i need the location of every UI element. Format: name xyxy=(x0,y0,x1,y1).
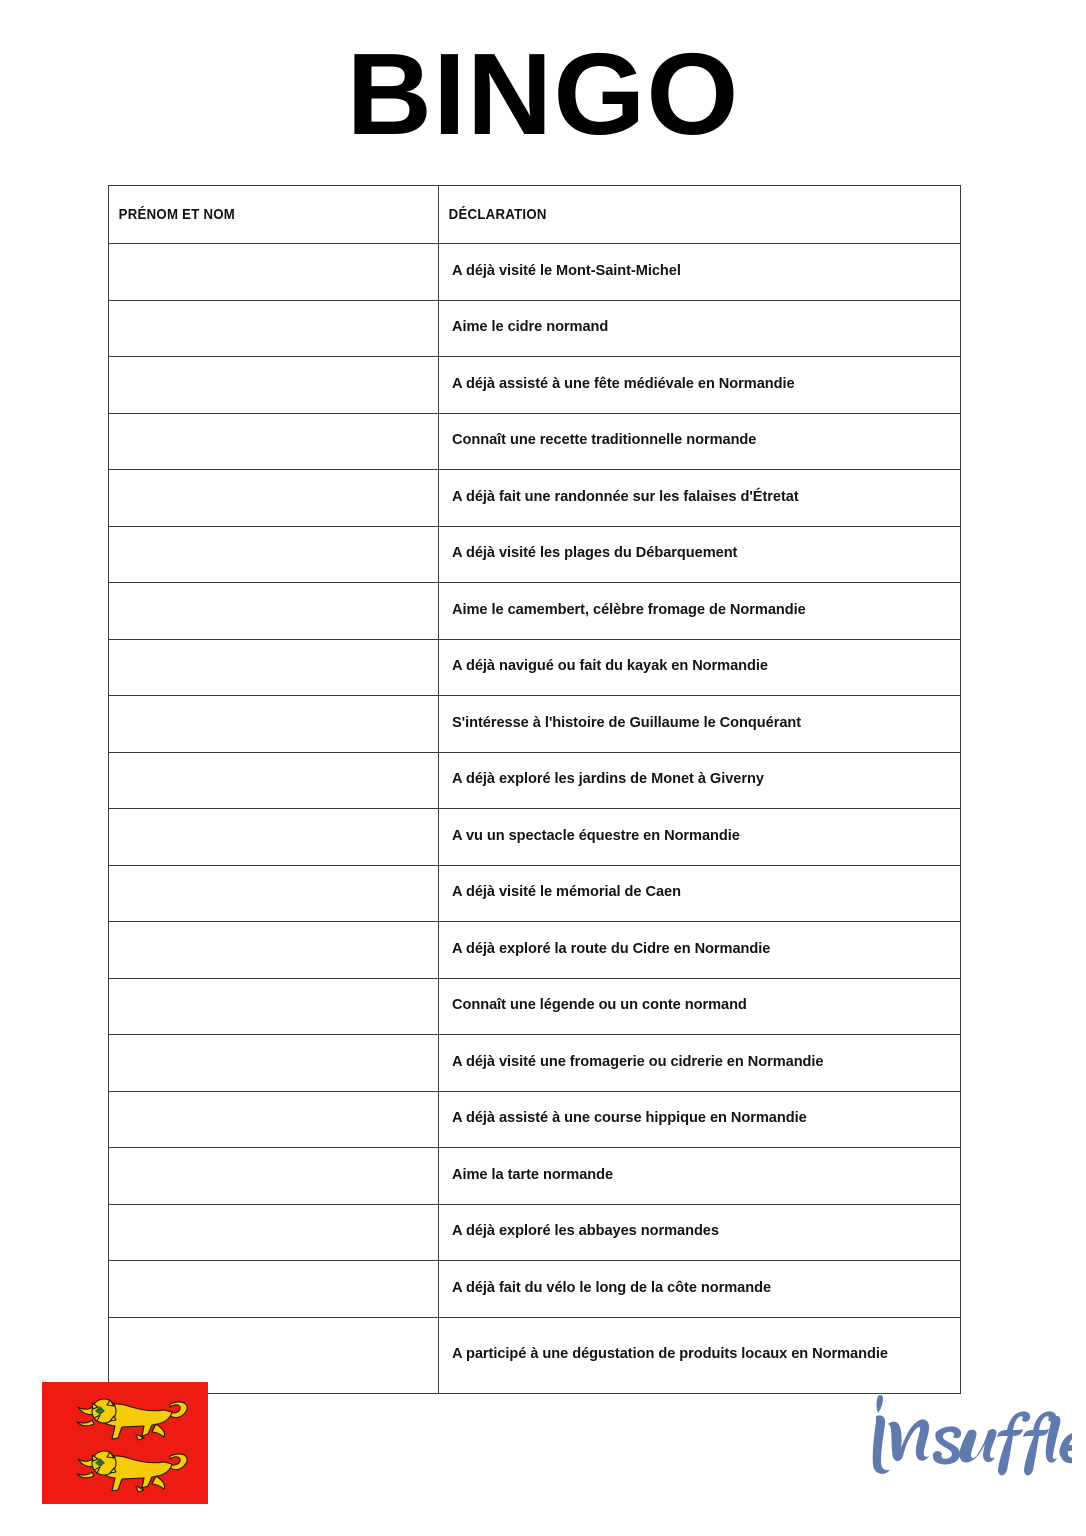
name-entry-cell[interactable] xyxy=(109,1204,439,1261)
declaration-text: Connaît une légende ou un conte normand xyxy=(452,997,747,1014)
table-row xyxy=(109,300,961,357)
declaration-text: Aime le cidre normand xyxy=(452,319,609,336)
column-header-declaration-label: DÉCLARATION xyxy=(448,206,547,223)
declaration-text: A déjà fait une randonnée sur les falaises d'Étretat xyxy=(452,488,799,505)
table-row xyxy=(109,526,961,583)
declaration-cell xyxy=(439,752,961,809)
declaration-cell xyxy=(439,526,961,583)
table-row xyxy=(109,1261,961,1318)
table-row xyxy=(109,1317,961,1393)
name-entry-cell[interactable] xyxy=(109,470,439,527)
name-entry-cell[interactable] xyxy=(109,809,439,866)
name-entry-cell[interactable] xyxy=(109,865,439,922)
declaration-text: A vu un spectacle équestre en Normandie xyxy=(452,827,740,844)
declaration-cell xyxy=(439,1091,961,1148)
declaration-cell xyxy=(439,413,961,470)
table-row xyxy=(109,1035,961,1092)
name-entry-cell[interactable] xyxy=(109,1035,439,1092)
name-entry-cell[interactable] xyxy=(109,1148,439,1205)
declaration-text: A déjà visité une fromagerie ou cidrerie en Normandie xyxy=(452,1053,824,1070)
table-row xyxy=(109,413,961,470)
table-row xyxy=(109,639,961,696)
declaration-cell xyxy=(439,1204,961,1261)
declaration-cell xyxy=(439,696,961,753)
name-entry-cell[interactable] xyxy=(109,1261,439,1318)
table-row xyxy=(109,357,961,414)
table-row xyxy=(109,809,961,866)
declaration-cell xyxy=(439,809,961,866)
table-row xyxy=(109,470,961,527)
declaration-cell xyxy=(439,1148,961,1205)
table-row xyxy=(109,1204,961,1261)
table-row xyxy=(109,865,961,922)
name-entry-cell[interactable] xyxy=(109,696,439,753)
declaration-cell xyxy=(439,922,961,979)
declaration-text: A déjà assisté à une fête médiévale en Normandie xyxy=(452,375,795,392)
declaration-cell xyxy=(439,865,961,922)
name-entry-cell[interactable] xyxy=(109,413,439,470)
insuffle-wordmark-icon xyxy=(862,1392,1072,1478)
declaration-cell xyxy=(439,583,961,640)
page-title: BINGO xyxy=(346,29,740,159)
table-row xyxy=(109,978,961,1035)
name-entry-cell[interactable] xyxy=(109,1091,439,1148)
column-header-name xyxy=(109,186,439,244)
declaration-text: A déjà visité le mémorial de Caen xyxy=(452,884,681,901)
name-entry-cell[interactable] xyxy=(109,300,439,357)
declaration-text: A participé à une dégustation de produits locaux en Normandie xyxy=(452,1346,888,1363)
declaration-text: A déjà assisté à une course hippique en Normandie xyxy=(452,1110,807,1127)
name-entry-cell[interactable] xyxy=(109,978,439,1035)
normandy-flag-icon xyxy=(42,1382,208,1504)
declaration-text: A déjà visité le Mont-Saint-Michel xyxy=(452,262,681,279)
declaration-text: S'intéresse à l'histoire de Guillaume le Conquérant xyxy=(452,714,802,731)
declaration-text: A déjà navigué ou fait du kayak en Normandie xyxy=(452,658,768,675)
name-entry-cell[interactable] xyxy=(109,357,439,414)
column-header-declaration xyxy=(439,186,961,244)
table-row xyxy=(109,244,961,301)
declaration-text: Aime le camembert, célèbre fromage de Normandie xyxy=(452,601,806,618)
name-entry-cell[interactable] xyxy=(109,244,439,301)
declaration-cell xyxy=(439,1035,961,1092)
name-entry-cell[interactable] xyxy=(109,639,439,696)
declaration-cell xyxy=(439,244,961,301)
declaration-cell xyxy=(439,1261,961,1318)
declaration-cell xyxy=(439,357,961,414)
table-header-row xyxy=(109,186,961,244)
declaration-cell xyxy=(439,300,961,357)
name-entry-cell[interactable] xyxy=(109,922,439,979)
declaration-text: A déjà exploré la route du Cidre en Normandie xyxy=(452,940,771,957)
table-row xyxy=(109,583,961,640)
declaration-text: A déjà exploré les jardins de Monet à Giverny xyxy=(452,771,764,788)
table-row xyxy=(109,1091,961,1148)
name-entry-cell[interactable] xyxy=(109,583,439,640)
declaration-cell xyxy=(439,639,961,696)
table-row xyxy=(109,696,961,753)
table-row xyxy=(109,1148,961,1205)
declaration-text: A déjà visité les plages du Débarquement xyxy=(452,545,738,562)
bingo-table xyxy=(108,185,961,1394)
declaration-cell xyxy=(439,470,961,527)
declaration-cell xyxy=(439,1317,961,1393)
column-header-name-label: PRÉNOM ET NOM xyxy=(118,206,236,223)
name-entry-cell[interactable] xyxy=(109,752,439,809)
table-row xyxy=(109,752,961,809)
declaration-cell xyxy=(439,978,961,1035)
declaration-text: Aime la tarte normande xyxy=(452,1166,614,1183)
declaration-text: A déjà fait du vélo le long de la côte normande xyxy=(452,1279,772,1296)
name-entry-cell[interactable] xyxy=(109,526,439,583)
declaration-text: Connaît une recette traditionnelle normande xyxy=(452,432,757,449)
table-row xyxy=(109,922,961,979)
declaration-text: A déjà exploré les abbayes normandes xyxy=(452,1223,719,1240)
